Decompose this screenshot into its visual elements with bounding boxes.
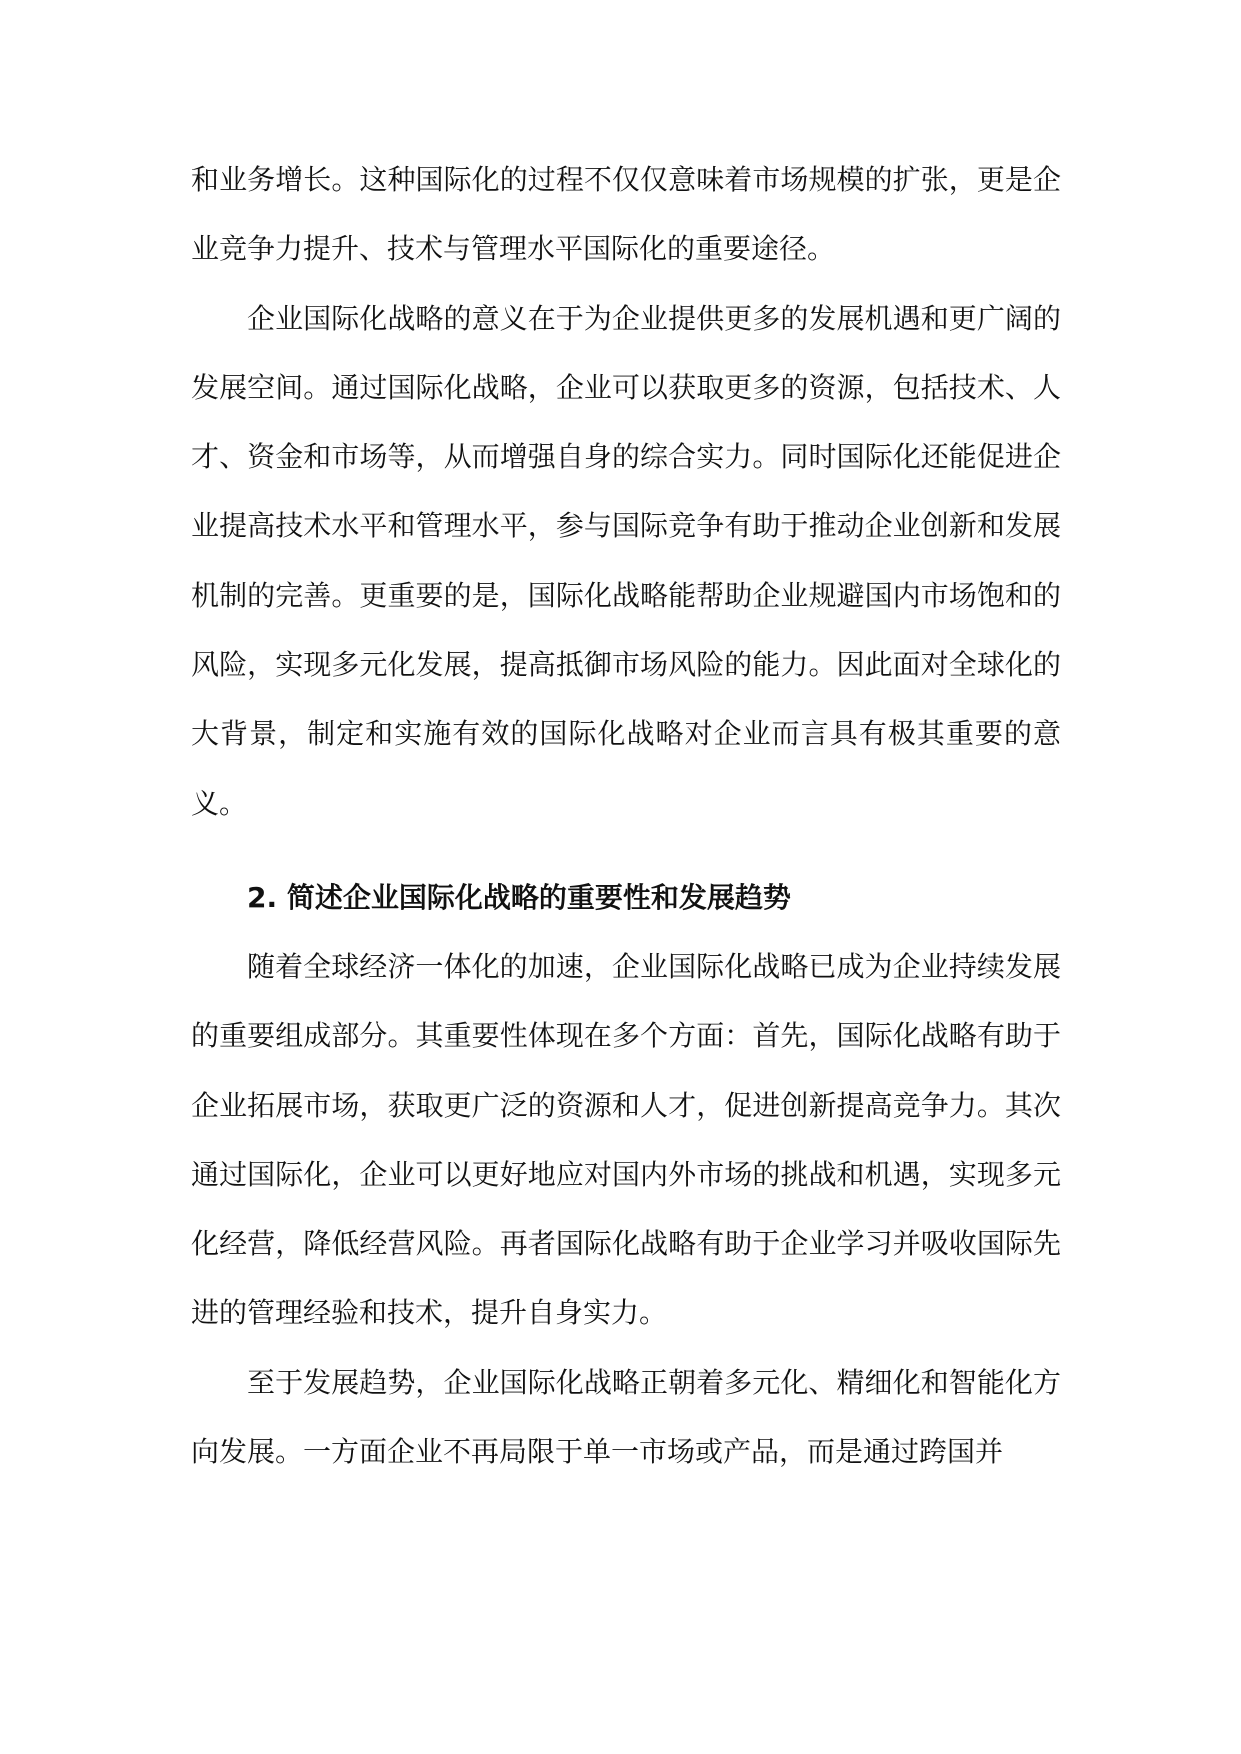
paragraph-continuation: 和业务增长。这种国际化的过程不仅仅意味着市场规模的扩张，更是企业竞争力提升、技术与管理水平国际化的重要途径。	[191, 163, 1061, 266]
paragraph-significance: 企业国际化战略的意义在于为企业提供更多的发展机遇和更广阔的发展空间。通过国际化战略，企业可以获取更多的资源，包括技术、人才、资金和市场等，从而增强自身的综合实力。同时国际化还能促进企业提高技术水平和管理水平，参与国际竞争有助于推动企业创新和发展机制的完善。更重要的是，国际化战略能帮助企业规避国内市场饱和的风险，实现多元化发展，提高抵御市场风险的能力。因此面对全球化的大背景，制定和实施有效的国际化战略对企业而言具有极其重要的意义。	[191, 301, 1061, 820]
paragraph-importance: 随着全球经济一体化的加速，企业国际化战略已成为企业持续发展的重要组成部分。其重要性体现在多个方面：首先，国际化战略有助于企业拓展市场，获取更广泛的资源和人才，促进创新提高竞争力。其次通过国际化，企业可以更好地应对国内外市场的挑战和机遇，实现多元化经营，降低经营风险。再者国际化战略有助于企业学习并吸收国际先进的管理经验和技术，提升自身实力。	[191, 949, 1061, 1330]
document-body	[191, 145, 1061, 1486]
paragraph-trends: 至于发展趋势，企业国际化战略正朝着多元化、精细化和智能化方向发展。一方面企业不再局限于单一市场或产品，而是通过跨国并	[191, 1365, 1061, 1469]
section-heading: 2. 简述企业国际化战略的重要性和发展趋势	[247, 880, 791, 914]
